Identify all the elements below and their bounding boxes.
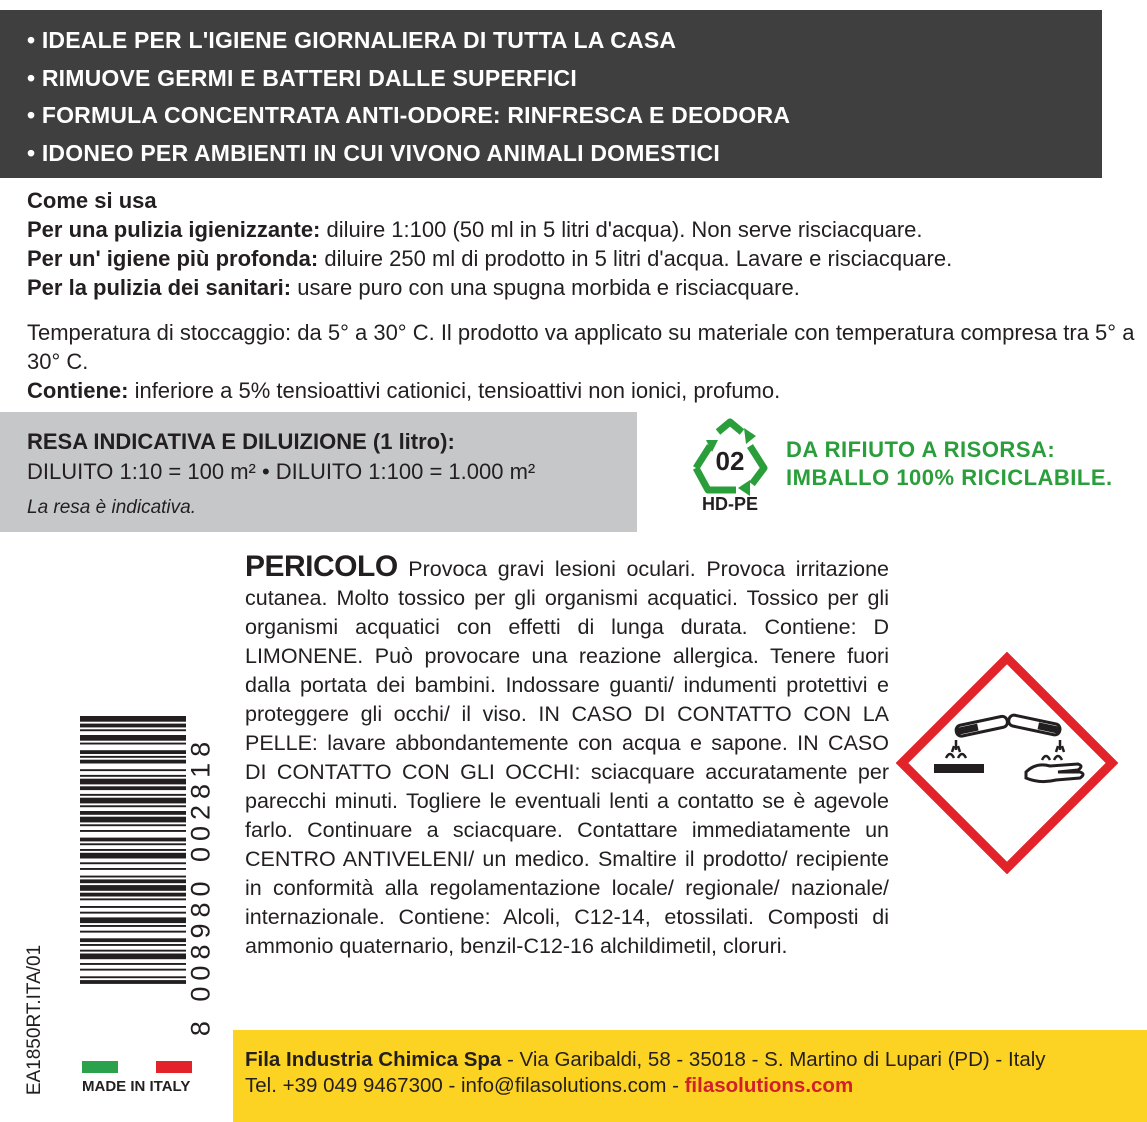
barcode-bar	[80, 811, 186, 815]
italian-flag-icon	[82, 1060, 192, 1072]
benefit-line: • RIMUOVE GERMI E BATTERI DALLE SUPERFICI	[27, 65, 577, 91]
contains-label: Contiene:	[27, 378, 129, 403]
hazard-statement	[245, 552, 889, 961]
barcode-bar	[80, 868, 186, 870]
contact-line	[245, 1074, 853, 1098]
usage-section	[27, 186, 1137, 302]
barcode-bar	[80, 838, 186, 842]
barcode-bar	[80, 716, 186, 722]
barcode-bar	[80, 954, 186, 960]
company-line	[245, 1048, 1046, 1072]
yield-title: RESA INDICATIVA E DILUIZIONE (1 litro):	[27, 429, 455, 454]
article-code	[20, 940, 50, 1100]
barcode-bar	[80, 743, 186, 745]
usage-row-label: Per la pulizia dei sanitari:	[27, 275, 292, 300]
barcode-bar	[80, 885, 186, 891]
article-code-text: EA1850RT.ITA/01	[24, 944, 45, 1096]
usage-row	[27, 215, 1137, 244]
barcode-bar	[80, 931, 186, 933]
usage-row-label: Per un' igiene più profonda:	[27, 246, 319, 271]
barcode-bar	[80, 830, 186, 832]
barcode-bar	[80, 824, 186, 826]
usage-row	[27, 273, 1137, 302]
barcode-bar	[80, 876, 186, 878]
storage-text: Temperatura di stoccaggio: da 5° a 30° C. Il prodotto va applicato su materiale con temperatura compresa tra 5° a 30° C.	[27, 320, 1135, 374]
benefit-line: • IDEALE PER L'IGIENE GIORNALIERA DI TUTTA LA CASA	[27, 27, 677, 53]
barcode-number	[186, 716, 216, 1056]
barcode-digits: 8 008980 002818	[185, 735, 216, 1037]
barcode-bar	[80, 760, 186, 764]
barcode-bar	[80, 729, 186, 731]
barcode-bar	[80, 862, 186, 864]
barcode-bar	[80, 969, 186, 971]
barcode-bar	[80, 944, 186, 946]
usage-row-text: usare puro con una spugna morbida e risciacquare.	[291, 275, 800, 300]
made-in-label: MADE IN ITALY	[82, 1078, 191, 1095]
usage-row-text: diluire 250 ml di prodotto in 5 litri d'acqua. Lavare e risciacquare.	[318, 246, 953, 271]
recycle-icon	[688, 418, 772, 496]
barcode-bar	[80, 950, 186, 952]
yield-values: DILUITO 1:10 = 100 m² • DILUITO 1:100 = 1.000 m²	[27, 459, 536, 484]
contains-text: inferiore a 5% tensioattivi cationici, tensioattivi non ionici, profumo.	[128, 378, 781, 403]
contains-line	[27, 376, 1139, 405]
barcode-bar	[80, 976, 186, 978]
barcode-bar	[80, 735, 186, 741]
barcode-bar	[80, 853, 186, 859]
material-code: HD-PE	[701, 494, 758, 514]
barcode-bar	[80, 843, 186, 845]
barcode-bar	[80, 817, 186, 823]
company-footer	[233, 1030, 1147, 1122]
usage-heading: Come si usa	[27, 188, 157, 213]
yield-box	[0, 412, 637, 532]
barcode-bar	[80, 925, 186, 927]
usage-row-label: Per una pulizia igienizzante:	[27, 217, 321, 242]
company-address: - Via Garibaldi, 58 - 35018 - S. Martino di Lupari (PD) - Italy	[501, 1048, 1046, 1071]
barcode-bar	[80, 898, 186, 900]
recycle-line: DA RIFIUTO A RISORSA:	[786, 437, 1056, 462]
company-name: Fila Industria Chimica Spa	[245, 1048, 502, 1071]
hazard-text: Provoca gravi lesioni oculari. Provoca irritazione cutanea. Molto tossico per gli organismi acquatici. Tossico per gli organismi acquatici con effetti di lunga durata. Contiene: D LIMONENE. Può provocare una reazione allergica. Tenere fuori dalla portata dei bambini. Indossare guanti/ indumenti protettivi e proteggere gli occhi/ il viso. IN CASO DI CONTATTO CON LA PELLE: lavare abbondantemente con acqua e sapone. IN CASO DI CONTATTO CON GLI OCCHI: sciacquare accuratamente per parecchi minuti. Togliere le eventuali lenti a contatto se è agevole farlo. Continuare a sciacquare. Contattare immediatamente un CENTRO ANTIVELENI/ un medico. Smaltire il prodotto/ recipiente in conformità alla regolamentazione locale/ regionale/ nazionale/ internazionale. Contiene: Alcoli, C12-14, etossilati. Composti di ammonio quaternario, benzil-C12-16 alchildimetil, cloruri.	[245, 557, 889, 958]
barcode-bar	[80, 849, 186, 851]
barcode-bar	[80, 906, 186, 908]
barcode-bar	[80, 963, 186, 965]
recycle-code: 02	[715, 446, 745, 476]
signal-word: PERICOLO	[245, 550, 398, 583]
recycle-line: IMBALLO 100% RICICLABILE.	[786, 465, 1113, 490]
barcode-bar	[80, 917, 186, 923]
barcode-bar	[80, 779, 186, 785]
barcode-bar	[80, 893, 186, 897]
benefit-line: • FORMULA CONCENTRATA ANTI-ODORE: RINFRESCA E DEODORA	[27, 102, 791, 128]
website-link[interactable]: filasolutions.com	[684, 1074, 854, 1097]
yield-note: La resa è indicativa.	[27, 497, 196, 518]
usage-row	[27, 244, 1137, 273]
usage-row-text: diluire 1:100 (50 ml in 5 litri d'acqua). Non serve risciacquare.	[320, 217, 923, 242]
corrosion-icon	[896, 652, 1118, 874]
barcode-bar	[80, 980, 186, 984]
recycle-message	[786, 436, 1113, 492]
barcode-bar	[80, 805, 186, 807]
company-contact: Tel. +39 049 9467300 - info@filasolutions.com -	[245, 1074, 685, 1097]
barcode-bar	[80, 756, 186, 758]
barcode-bar	[80, 769, 186, 771]
benefit-line: • IDONEO PER AMBIENTI IN CUI VIVONO ANIMALI DOMESTICI	[27, 140, 720, 166]
barcode-bar	[80, 912, 186, 914]
benefits-banner	[0, 10, 1102, 178]
barcode-bar	[80, 786, 186, 790]
storage-section	[27, 318, 1139, 405]
barcode-bar	[80, 798, 186, 804]
barcode-bar	[80, 750, 186, 754]
barcode-bar	[80, 794, 186, 796]
barcode-bar	[80, 938, 186, 942]
barcode-bar	[80, 879, 186, 883]
barcode-bar	[80, 775, 186, 777]
barcode-bar	[80, 724, 186, 728]
